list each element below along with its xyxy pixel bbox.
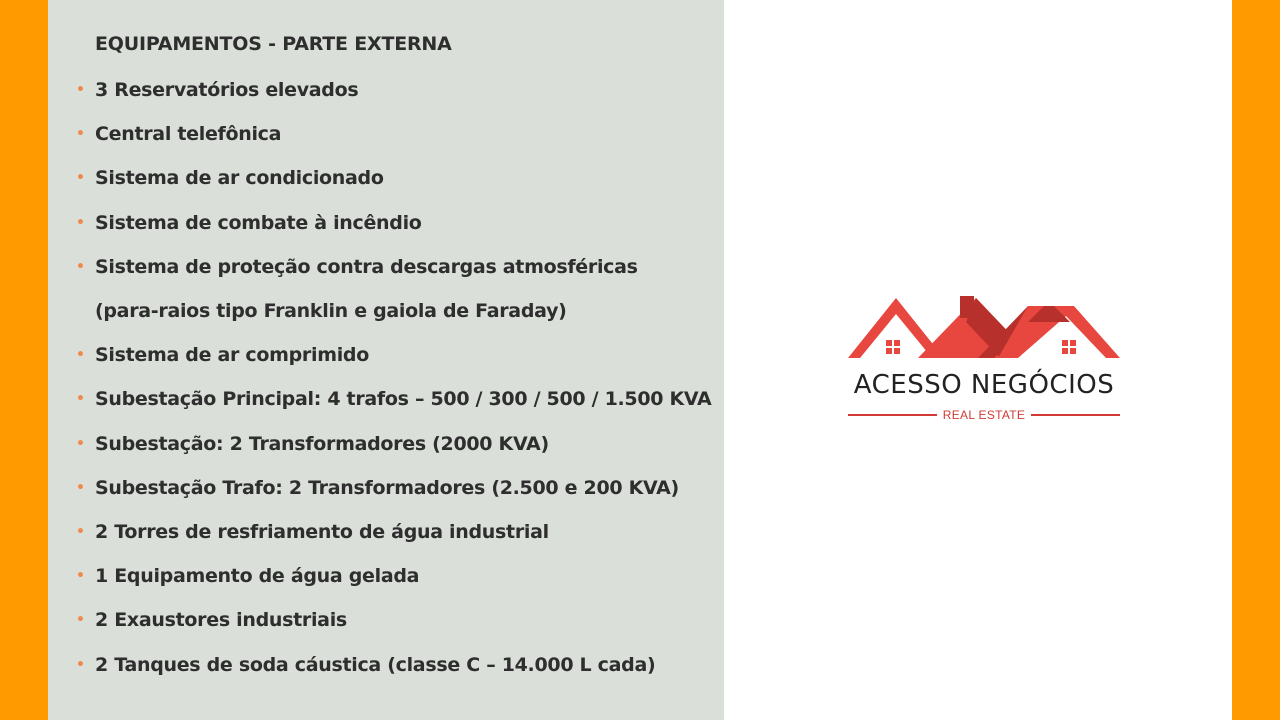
list-item: [76, 112, 716, 156]
bullet-icon: •: [76, 258, 85, 275]
bullet-icon: •: [76, 82, 85, 99]
list-item: [76, 156, 716, 200]
list-item: [76, 510, 716, 554]
list-item: [76, 68, 716, 112]
list-item-text: 3 Reservatórios elevados: [95, 79, 359, 102]
bullet-icon: •: [76, 612, 85, 629]
slide: [48, 0, 1232, 720]
list-item-text: Sistema de proteção contra descargas atmosféricas: [95, 255, 638, 278]
tagline-rule-left: [848, 414, 937, 416]
bullet-icon: •: [76, 523, 85, 540]
list-item-text: Sistema de ar condicionado: [95, 167, 384, 190]
bullet-icon: •: [76, 126, 85, 143]
section-heading: EQUIPAMENTOS - PARTE EXTERNA: [95, 33, 452, 55]
bullet-icon: •: [76, 347, 85, 364]
house-roofs-icon: [848, 292, 1120, 362]
list-item-text: Sistema de ar comprimido: [95, 344, 369, 367]
list-item-text: 1 Equipamento de água gelada: [95, 565, 420, 588]
list-item-text: Central telefônica: [95, 123, 282, 146]
list-item-text: 2 Exaustores industriais: [95, 609, 347, 632]
list-item-text: Subestação Principal: 4 trafos – 500 / 300 / 500 / 1.500 KVA: [95, 388, 712, 411]
list-item-text: 2 Torres de resfriamento de água industrial: [95, 520, 549, 543]
list-item: [76, 598, 716, 642]
list-item: [76, 333, 716, 377]
tagline-rule-right: [1031, 414, 1120, 416]
list-item: [76, 201, 716, 245]
list-item-text: (para-raios tipo Franklin e gaiola de Faraday): [95, 300, 567, 323]
list-item-text: Sistema de combate à incêndio: [95, 211, 422, 234]
equipment-panel: [48, 0, 724, 720]
list-item: [76, 245, 716, 289]
list-item: [76, 377, 716, 421]
bullet-icon: •: [76, 435, 85, 452]
company-logo: [848, 292, 1120, 422]
tagline: REAL ESTATE: [942, 408, 1026, 422]
tagline-row: [848, 408, 1120, 422]
list-item-text: Subestação: 2 Transformadores (2000 KVA): [95, 432, 549, 455]
list-item-text: Subestação Trafo: 2 Transformadores (2.500 e 200 KVA): [95, 476, 679, 499]
bullet-icon: •: [76, 170, 85, 187]
list-item: [76, 422, 716, 466]
bullet-icon: •: [76, 214, 85, 231]
list-item-text: 2 Tanques de soda cáustica (classe C – 14.000 L cada): [95, 653, 656, 676]
bullet-icon: •: [76, 479, 85, 496]
equipment-list: [76, 68, 716, 687]
bullet-icon: •: [76, 568, 85, 585]
brand-name: ACESSO NEGÓCIOS: [853, 370, 1115, 400]
list-item: [76, 466, 716, 510]
list-item: [76, 289, 716, 333]
list-item: [76, 554, 716, 598]
bullet-icon: •: [76, 391, 85, 408]
list-item: [76, 642, 716, 686]
bullet-icon: •: [76, 656, 85, 673]
